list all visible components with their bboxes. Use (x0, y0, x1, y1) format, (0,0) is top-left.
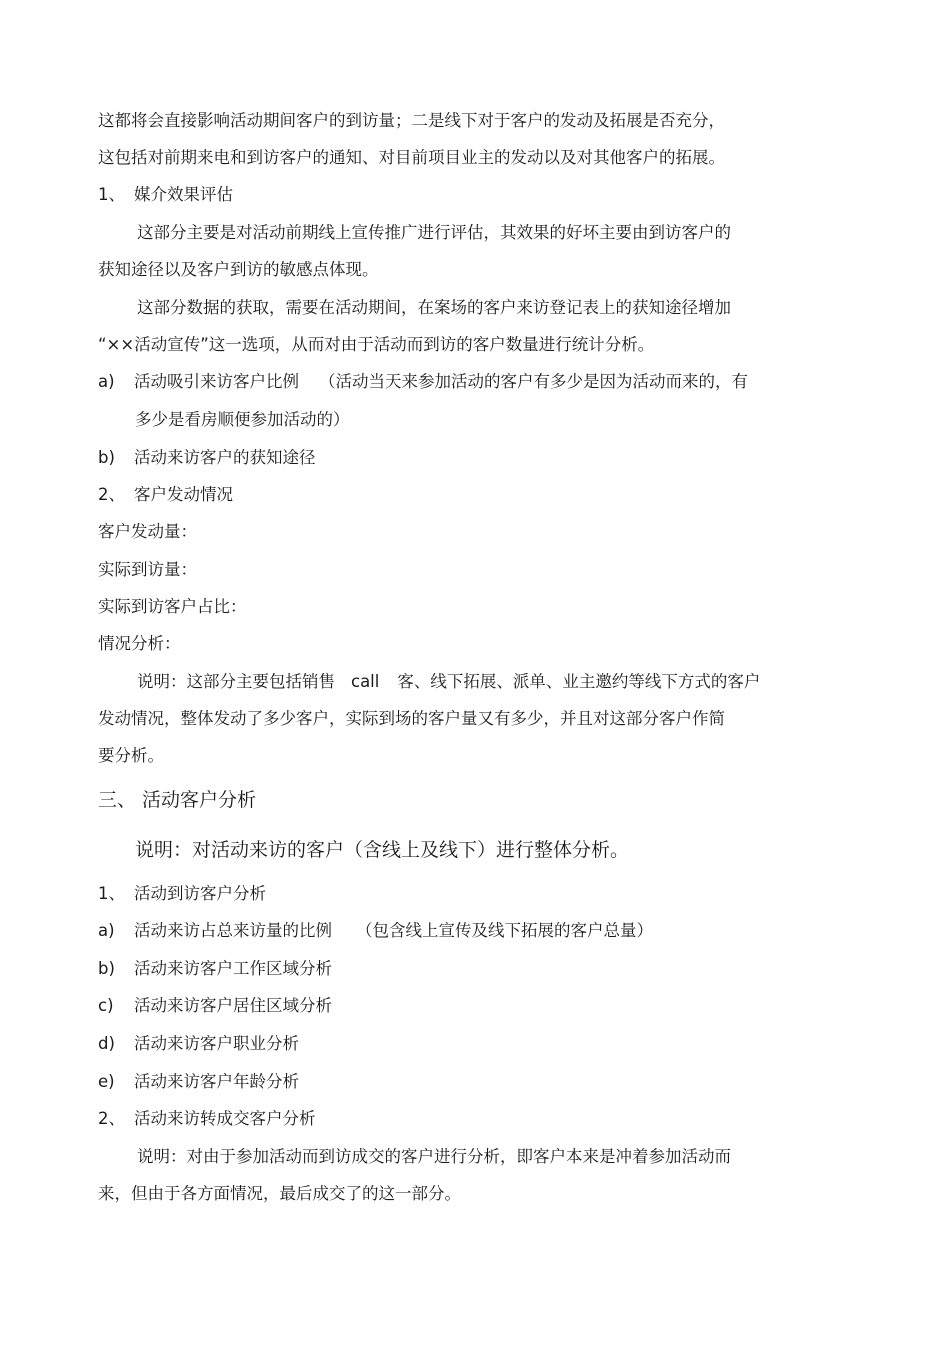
section-heading-conversion (98, 1108, 316, 1130)
heading-text: 客户发动情况 (134, 485, 233, 504)
note-line: 要分析。 (98, 746, 164, 765)
note-line: 发动情况，整体发动了多少客户，实际到场的客户量又有多少，并且对这部分客户作简 (98, 709, 725, 728)
paragraph-line: 这部分数据的获取，需要在活动期间，在案场的客户来访登记表上的获知途径增加 (137, 298, 731, 317)
list-marker: 2、 (98, 485, 125, 504)
field-label: 客户发动量： (98, 522, 197, 541)
list-item (98, 995, 332, 1017)
list-item-continuation: 多少是看房顺便参加活动的） (135, 410, 350, 429)
note-call-word: call (351, 672, 380, 691)
section-heading-visit (98, 883, 266, 905)
field-label: 实际到访客户占比： (98, 597, 247, 616)
list-marker: b) (98, 448, 115, 467)
list-item-text: 活动来访客户工作区域分析 (134, 959, 332, 978)
field-label: 情况分析： (98, 634, 181, 653)
list-item-text: 活动来访客户职业分析 (134, 1034, 299, 1053)
list-item-text: 活动吸引来访客户比例 (134, 372, 299, 391)
list-marker: e) (98, 1072, 115, 1091)
list-item (98, 1033, 299, 1055)
list-item (98, 920, 653, 942)
heading-text: 活动到访客户分析 (134, 884, 266, 903)
chapter-note: 说明：对活动来访的客户（含线上及线下）进行整体分析。 (135, 839, 630, 861)
list-marker: a) (98, 372, 115, 391)
list-marker: 1、 (98, 185, 125, 204)
note-line: 说明：对由于参加活动而到访成交的客户进行分析，即客户本来是冲着参加活动而 (137, 1147, 731, 1166)
list-marker: c) (98, 996, 114, 1015)
list-marker: 1、 (98, 884, 125, 903)
list-marker: d) (98, 1034, 115, 1053)
list-item-text: 活动来访客户年龄分析 (134, 1072, 299, 1091)
list-marker: 2、 (98, 1109, 125, 1128)
list-item-text: 活动来访客户的获知途径 (134, 448, 316, 467)
paragraph-line: “××活动宣传”这一选项，从而对由于活动而到访的客户数量进行统计分析。 (98, 335, 655, 354)
list-item-note: （活动当天来参加活动的客户有多少是因为活动而来的，有 (319, 372, 748, 391)
list-item (98, 447, 316, 469)
section-heading-media (98, 184, 233, 206)
list-item-note: （包含线上宣传及线下拓展的客户总量） (356, 921, 653, 940)
list-marker: b) (98, 959, 115, 978)
list-item-text: 活动来访客户居住区域分析 (134, 996, 332, 1015)
heading-text: 活动来访转成交客户分析 (134, 1109, 316, 1128)
list-item (98, 1071, 299, 1093)
paragraph-line: 这包括对前期来电和到访客户的通知、对目前项目业主的发动以及对其他客户的拓展。 (98, 148, 725, 167)
heading-text: 媒介效果评估 (134, 185, 233, 204)
note-line (137, 671, 760, 693)
list-item (98, 958, 332, 980)
field-label: 实际到访量： (98, 560, 197, 579)
section-heading-customer (98, 484, 233, 506)
paragraph-line: 这都将会直接影响活动期间客户的到访量；二是线下对于客户的发动及拓展是否充分， (98, 111, 725, 130)
paragraph-line: 这部分主要是对活动前期线上宣传推广进行评估，其效果的好坏主要由到访客户的 (137, 223, 731, 242)
list-item (98, 371, 748, 393)
chapter-heading: 三、 活动客户分析 (98, 789, 257, 811)
note-line: 来，但由于各方面情况，最后成交了的这一部分。 (98, 1184, 461, 1203)
paragraph-line: 获知途径以及客户到访的敏感点体现。 (98, 260, 379, 279)
list-marker: a) (98, 921, 115, 940)
list-item-text: 活动来访占总来访量的比例 (134, 921, 332, 940)
note-text: 客、线下拓展、派单、业主邀约等线下方式的客户 (397, 672, 761, 691)
note-text: 说明：这部分主要包括销售 (137, 672, 335, 691)
